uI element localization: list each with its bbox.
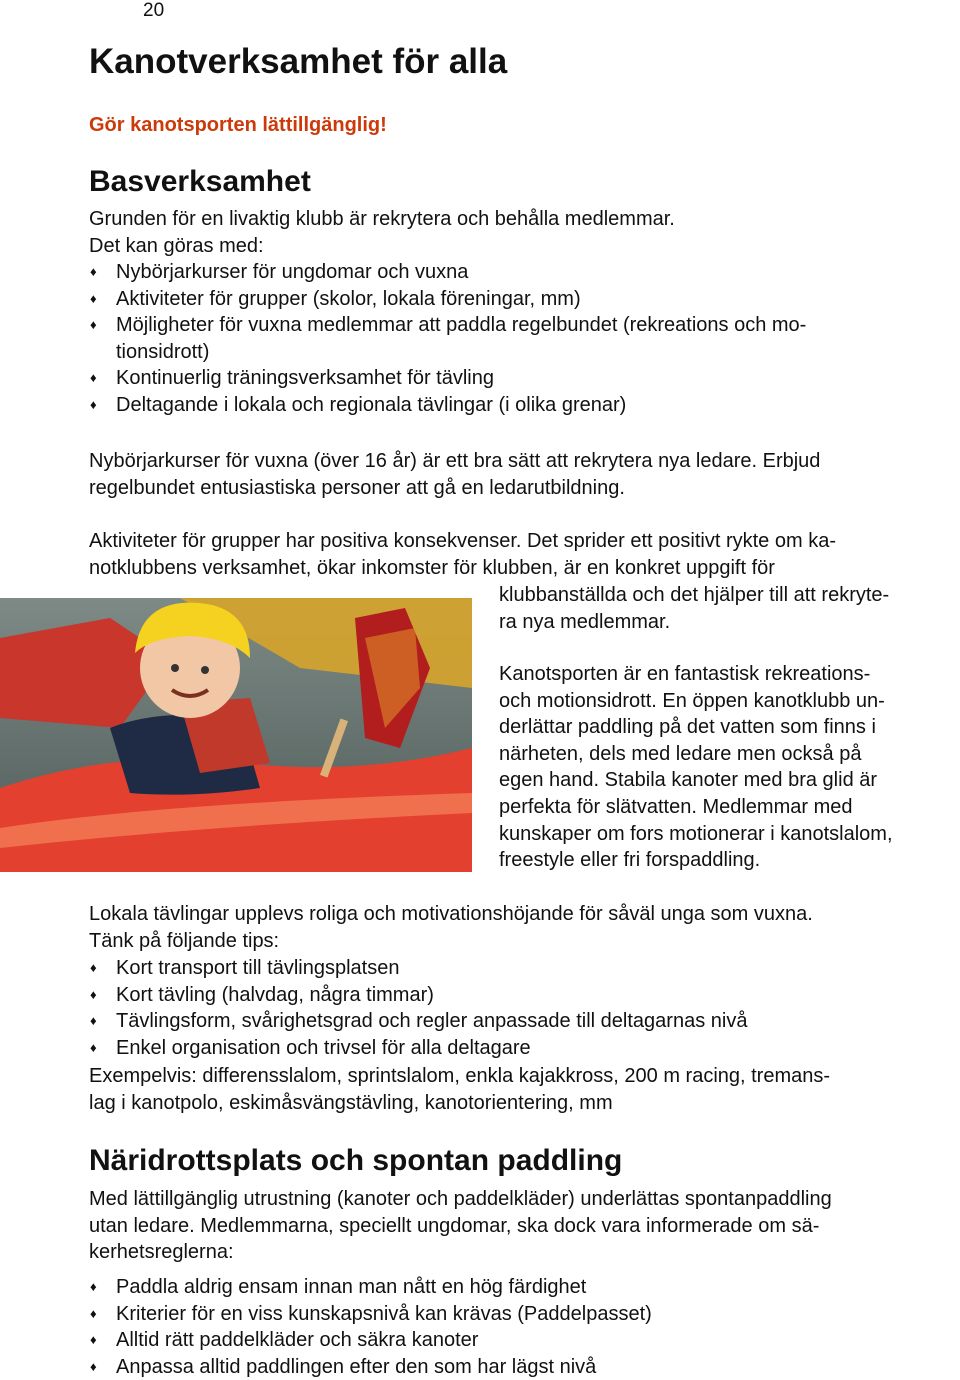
text-line: Med lättillgänglig utrustning (kanoter och paddelkläder) underlättas spontanpaddling <box>89 1188 832 1210</box>
list-item-text: tionsidrott) <box>116 340 210 363</box>
diamond-bullet-icon: ♦ <box>90 1039 97 1055</box>
list-item <box>89 365 806 392</box>
spontaneous-paddling-paragraph <box>89 1186 832 1266</box>
text-line: Lokala tävlingar upplevs roliga och motivationshöjande för såväl unga som vuxna. <box>89 903 813 925</box>
list-item-text: Enkel organisation och trivsel för alla deltagare <box>116 1036 531 1059</box>
tagline: Gör kanotsporten lättillgänglig! <box>89 114 387 136</box>
text-line: Exempelvis: differensslalom, sprintslalom, enkla kajakkross, 200 m racing, tremans- <box>89 1065 831 1087</box>
text-line: notklubbens verksamhet, ökar inkomster för klubben, är en konkret uppgift för <box>89 556 775 579</box>
kayaking-child-photo <box>0 598 472 872</box>
list-item <box>89 392 806 419</box>
list-item <box>89 312 806 365</box>
photo-illustration <box>0 598 472 872</box>
diamond-bullet-icon: ♦ <box>90 370 97 386</box>
diamond-bullet-icon: ♦ <box>90 396 97 412</box>
diamond-bullet-icon: ♦ <box>90 290 97 306</box>
section-heading-basverksamhet: Basverksamhet <box>89 165 311 198</box>
diamond-bullet-icon: ♦ <box>90 1332 97 1348</box>
text-line: Nybörjarkurser för vuxna (över 16 år) är ett bra sätt att rekrytera nya ledare. Erbjud <box>89 450 821 472</box>
text-line: närheten, dels med ledare men också på <box>499 742 862 765</box>
section-heading-naridrottsplats: Näridrottsplats och spontan paddling <box>89 1144 623 1177</box>
text-line: utan ledare. Medlemmarna, speciellt ungdomar, ska dock vara informerade om sä- <box>89 1214 820 1237</box>
list-item-text: Paddla aldrig ensam innan man nått en hög färdighet <box>116 1276 587 1298</box>
list-item <box>89 1274 652 1301</box>
diamond-bullet-icon: ♦ <box>90 317 97 333</box>
text-line: perfekta för slätvatten. Medlemmar med <box>499 795 853 818</box>
list-item-text: Tävlingsform, svårighetsgrad och regler anpassade till deltagarnas nivå <box>116 1010 748 1033</box>
list-item <box>89 1301 652 1328</box>
text-line: kunskaper om fors motionerar i kanotslalom, <box>499 822 893 845</box>
list-item-text: Aktiviteter för grupper (skolor, lokala föreningar, mm) <box>116 287 581 310</box>
list-item <box>89 1008 747 1035</box>
diamond-bullet-icon: ♦ <box>90 1305 97 1321</box>
diamond-bullet-icon: ♦ <box>90 1279 97 1294</box>
list-item <box>89 1354 652 1380</box>
eye <box>201 666 209 674</box>
tips-list <box>89 955 747 1061</box>
list-item <box>89 286 806 313</box>
diamond-bullet-icon: ♦ <box>90 264 97 279</box>
groups-paragraph <box>89 528 836 581</box>
text-line: lag i kanotpolo, eskimåsvängstävling, kanotorientering, mm <box>89 1091 613 1114</box>
diamond-bullet-icon: ♦ <box>90 960 97 975</box>
intro-paragraph <box>89 206 675 259</box>
examples-paragraph <box>89 1063 830 1116</box>
text-line: ra nya medlemmar. <box>499 610 671 633</box>
list-item-text: Kontinuerlig träningsverksamhet för tävling <box>116 367 494 390</box>
text-line: Det kan göras med: <box>89 234 264 257</box>
list-item-text: Kort tävling (halvdag, några timmar) <box>116 983 434 1006</box>
list-item-text: Anpassa alltid paddlingen efter den som har lägst nivå <box>116 1355 597 1378</box>
list-item-text: Möjligheter för vuxna medlemmar att paddla regelbundet (rekreations och mo- <box>116 314 807 337</box>
list-item-text: Deltagande i lokala och regionala tävlingar (i olika grenar) <box>116 393 627 416</box>
beginners-paragraph <box>89 448 820 501</box>
text-line: Kanotsporten är en fantastisk rekreations- <box>499 663 871 685</box>
text-line: klubbanställda och det hjälper till att rekryte- <box>499 584 890 606</box>
diamond-bullet-icon: ♦ <box>90 986 97 1002</box>
list-item-text: Kriterier för en viss kunskapsnivå kan krävas (Paddelpasset) <box>116 1302 652 1325</box>
text-line: regelbundet entusiastiska personer att gå en ledarutbildning. <box>89 476 625 499</box>
diamond-bullet-icon: ♦ <box>90 1013 97 1029</box>
list-item-text: Alltid rätt paddelkläder och säkra kanoter <box>116 1329 479 1352</box>
activities-list <box>89 259 806 419</box>
diamond-bullet-icon: ♦ <box>90 1358 97 1374</box>
page-number: 20 <box>143 0 165 21</box>
text-line: derlättar paddling på det vatten som finns i <box>499 716 876 739</box>
text-line: freestyle eller fri forspaddling. <box>499 849 761 872</box>
text-line: och motionsidrott. En öppen kanotklubb un- <box>499 689 885 712</box>
text-line: kerhetsreglerna: <box>89 1241 234 1264</box>
list-item-text: Nybörjarkurser för ungdomar och vuxna <box>116 261 469 283</box>
list-item <box>89 1035 747 1062</box>
safety-rules-list <box>89 1274 652 1380</box>
list-item <box>89 982 747 1009</box>
list-item <box>89 955 747 982</box>
competitions-paragraph <box>89 901 813 954</box>
page-title: Kanotverksamhet för alla <box>89 42 508 81</box>
text-line: Tänk på följande tips: <box>89 929 280 952</box>
text-line: Grunden för en livaktig klubb är rekrytera och behålla medlemmar. <box>89 208 675 230</box>
eye <box>171 664 179 672</box>
text-line: egen hand. Stabila kanoter med bra glid är <box>499 769 878 792</box>
list-item-text: Kort transport till tävlingsplatsen <box>116 957 400 979</box>
groups-column-text <box>499 582 889 635</box>
list-item <box>89 259 806 286</box>
text-line: Aktiviteter för grupper har positiva konsekvenser. Det sprider ett positivt rykte om ka- <box>89 530 836 552</box>
list-item <box>89 1327 652 1354</box>
recreation-paragraph <box>499 661 893 874</box>
